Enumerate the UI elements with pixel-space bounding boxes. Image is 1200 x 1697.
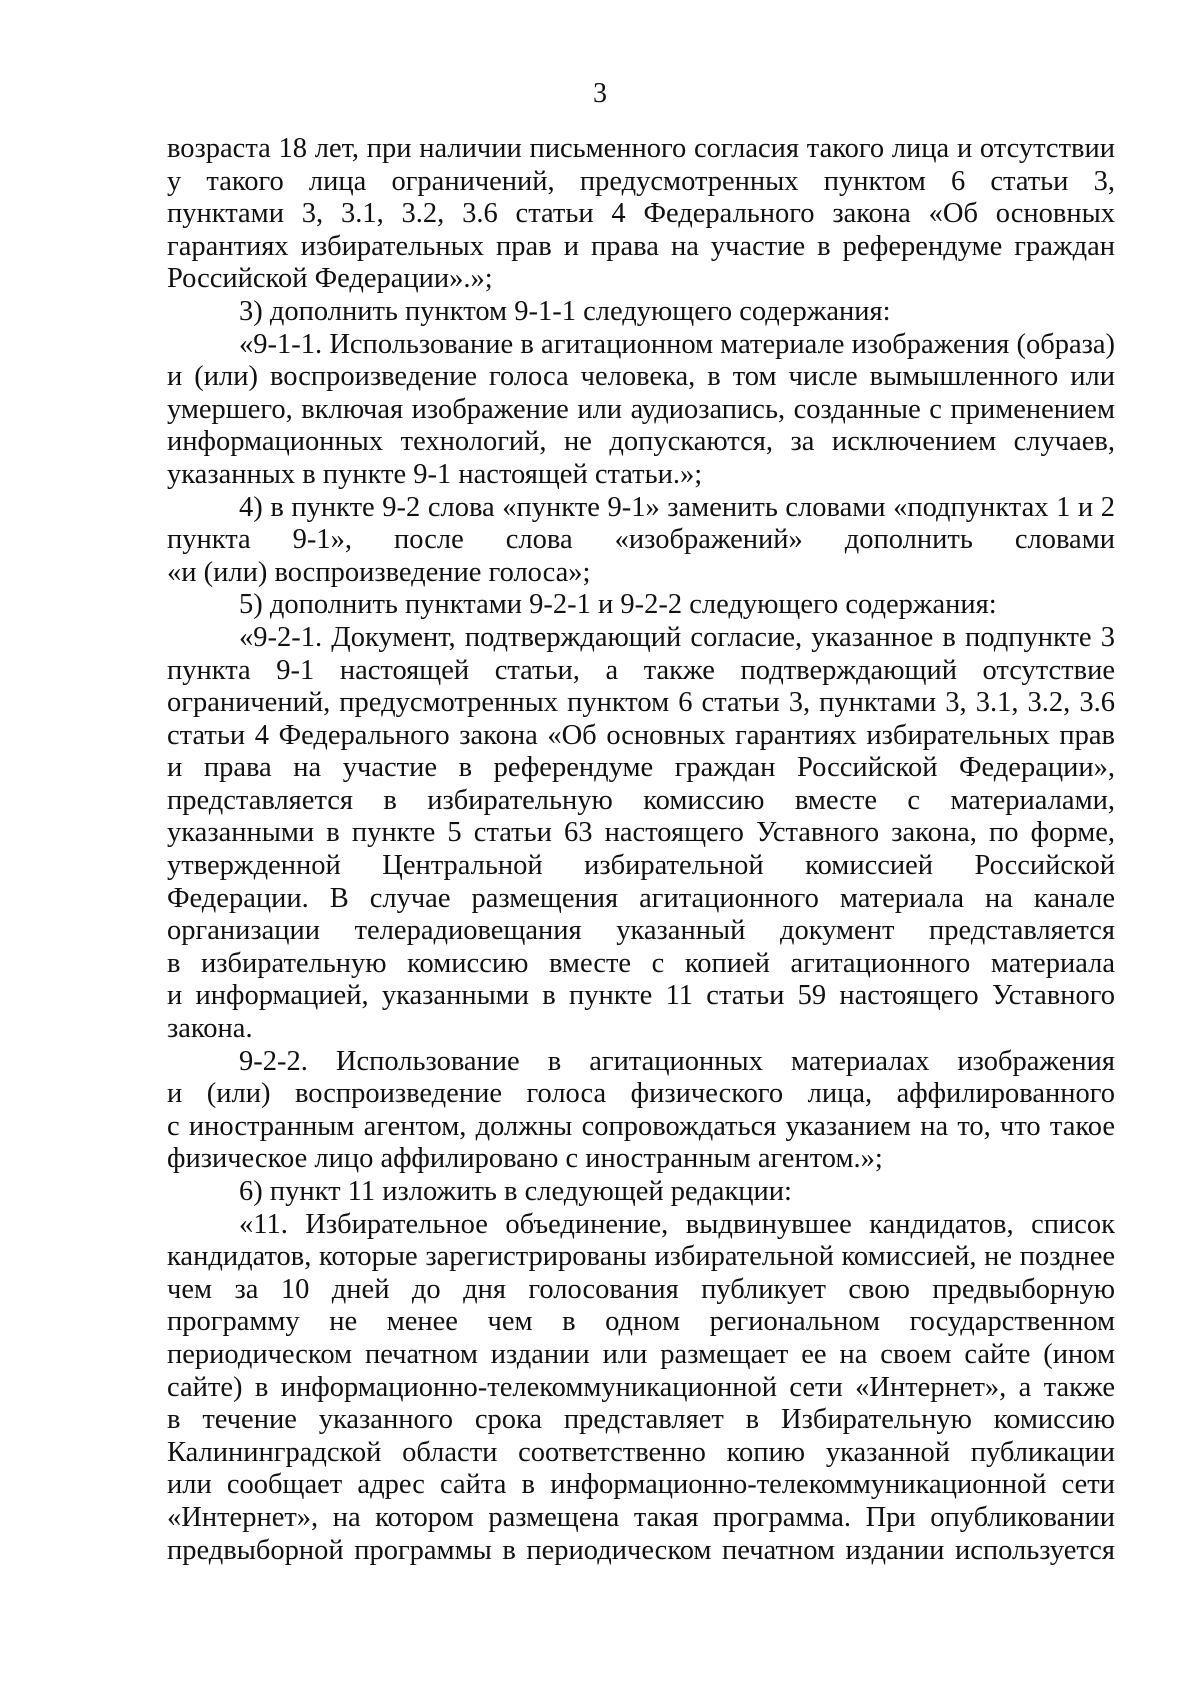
text-line: сайте) в информационно-телекоммуникационной сети «Интернет», а также xyxy=(167,1371,1115,1403)
text-line: указанных в пункте 9-1 настоящей статьи.»; xyxy=(167,458,703,490)
text-line: «и (или) воспроизведение голоса»; xyxy=(167,556,591,588)
text-line: кандидатов, которые зарегистрированы избирательной комиссией, не позднее xyxy=(167,1241,1115,1273)
text-line: у такого лица ограничений, предусмотренных пунктом 6 статьи 3, xyxy=(167,165,1115,197)
page-number: 3 xyxy=(593,78,607,109)
text-line: 9-2-2. Использование в агитационных материалах изображения xyxy=(239,1045,1115,1077)
text-line: или сообщает адрес сайта в информационно-телекоммуникационной сети xyxy=(167,1469,1115,1501)
text-line: ограничений, предусмотренных пунктом 6 статьи 3, пунктами 3, 3.1, 3.2, 3.6 xyxy=(167,687,1115,719)
text-line: в течение указанного срока представляет в Избирательную комиссию xyxy=(167,1404,1115,1436)
text-line: периодическом печатном издании или размещает ее на своем сайте (ином xyxy=(167,1338,1115,1370)
text-line: Федерации. В случае размещения агитационного материала на канале xyxy=(167,882,1115,914)
text-line: чем за 10 дней до дня голосования публикует свою предвыборную xyxy=(167,1273,1115,1305)
text-line: 5) дополнить пунктами 9-2-1 и 9-2-2 следующего содержания: xyxy=(239,589,997,621)
text-line: и права на участие в референдуме граждан Российской Федерации», xyxy=(167,752,1115,784)
text-line: 3) дополнить пунктом 9-1-1 следующего содержания: xyxy=(239,295,891,327)
text-line: Калининградской области соответственно копию указанной публикации xyxy=(167,1436,1115,1468)
text-line: указанными в пункте 5 статьи 63 настоящего Уставного закона, по форме, xyxy=(167,817,1115,849)
text-line: физическое лицо аффилировано с иностранным агентом.»; xyxy=(167,1143,883,1175)
text-line: с иностранным агентом, должны сопровождаться указанием на то, что такое xyxy=(167,1110,1115,1142)
text-line: программу не менее чем в одном региональном государственном xyxy=(167,1306,1115,1338)
document-body xyxy=(167,133,1115,1567)
text-line: умершего, включая изображение или аудиозапись, созданные с применением xyxy=(167,393,1115,425)
text-line: и информацией, указанными в пункте 11 статьи 59 настоящего Уставного xyxy=(167,980,1115,1012)
text-line: в избирательную комиссию вместе с копией агитационного материала xyxy=(167,947,1115,979)
text-line: Российской Федерации».»; xyxy=(167,263,493,295)
text-line: 6) пункт 11 изложить в следующей редакции: xyxy=(239,1176,792,1207)
text-line: «9-1-1. Использование в агитационном материале изображения (образа) xyxy=(239,328,1115,360)
text-line: пункта 9-1», после слова «изображений» дополнить словами xyxy=(167,524,1115,556)
text-line: гарантиях избирательных прав и права на участие в референдуме граждан xyxy=(167,230,1115,262)
text-line: закона. xyxy=(167,1013,253,1045)
text-line: организации телерадиовещания указанный документ представляется xyxy=(167,915,1115,947)
text-line: предвыборной программы в периодическом печатном издании используется xyxy=(167,1534,1115,1566)
text-line: пунктами 3, 3.1, 3.2, 3.6 статьи 4 Федерального закона «Об основных xyxy=(167,198,1115,230)
text-line: представляется в избирательную комиссию вместе с материалами, xyxy=(167,784,1115,816)
text-line: информационных технологий, не допускаются, за исключением случаев, xyxy=(167,426,1115,458)
text-line: «9-2-1. Документ, подтверждающий согласие, указанное в подпункте 3 xyxy=(239,621,1115,653)
text-line: утвержденной Центральной избирательной комиссией Российской xyxy=(167,850,1115,882)
text-line: «11. Избирательное объединение, выдвинувшее кандидатов, список xyxy=(239,1208,1115,1240)
text-line: возраста 18 лет, при наличии письменного согласия такого лица и отсутствии xyxy=(167,133,1115,164)
text-line: 4) в пункте 9-2 слова «пункте 9-1» заменить словами «подпунктах 1 и 2 xyxy=(239,491,1115,523)
text-line: «Интернет», на котором размещена такая программа. При опубликовании xyxy=(167,1501,1115,1533)
text-line: статьи 4 Федерального закона «Об основных гарантиях избирательных прав xyxy=(167,719,1115,751)
text-line: и (или) воспроизведение голоса человека, в том числе вымышленного или xyxy=(167,361,1115,393)
text-line: пункта 9-1 настоящей статьи, а также подтверждающий отсутствие xyxy=(167,654,1115,686)
text-line: и (или) воспроизведение голоса физического лица, аффилированного xyxy=(167,1078,1115,1110)
